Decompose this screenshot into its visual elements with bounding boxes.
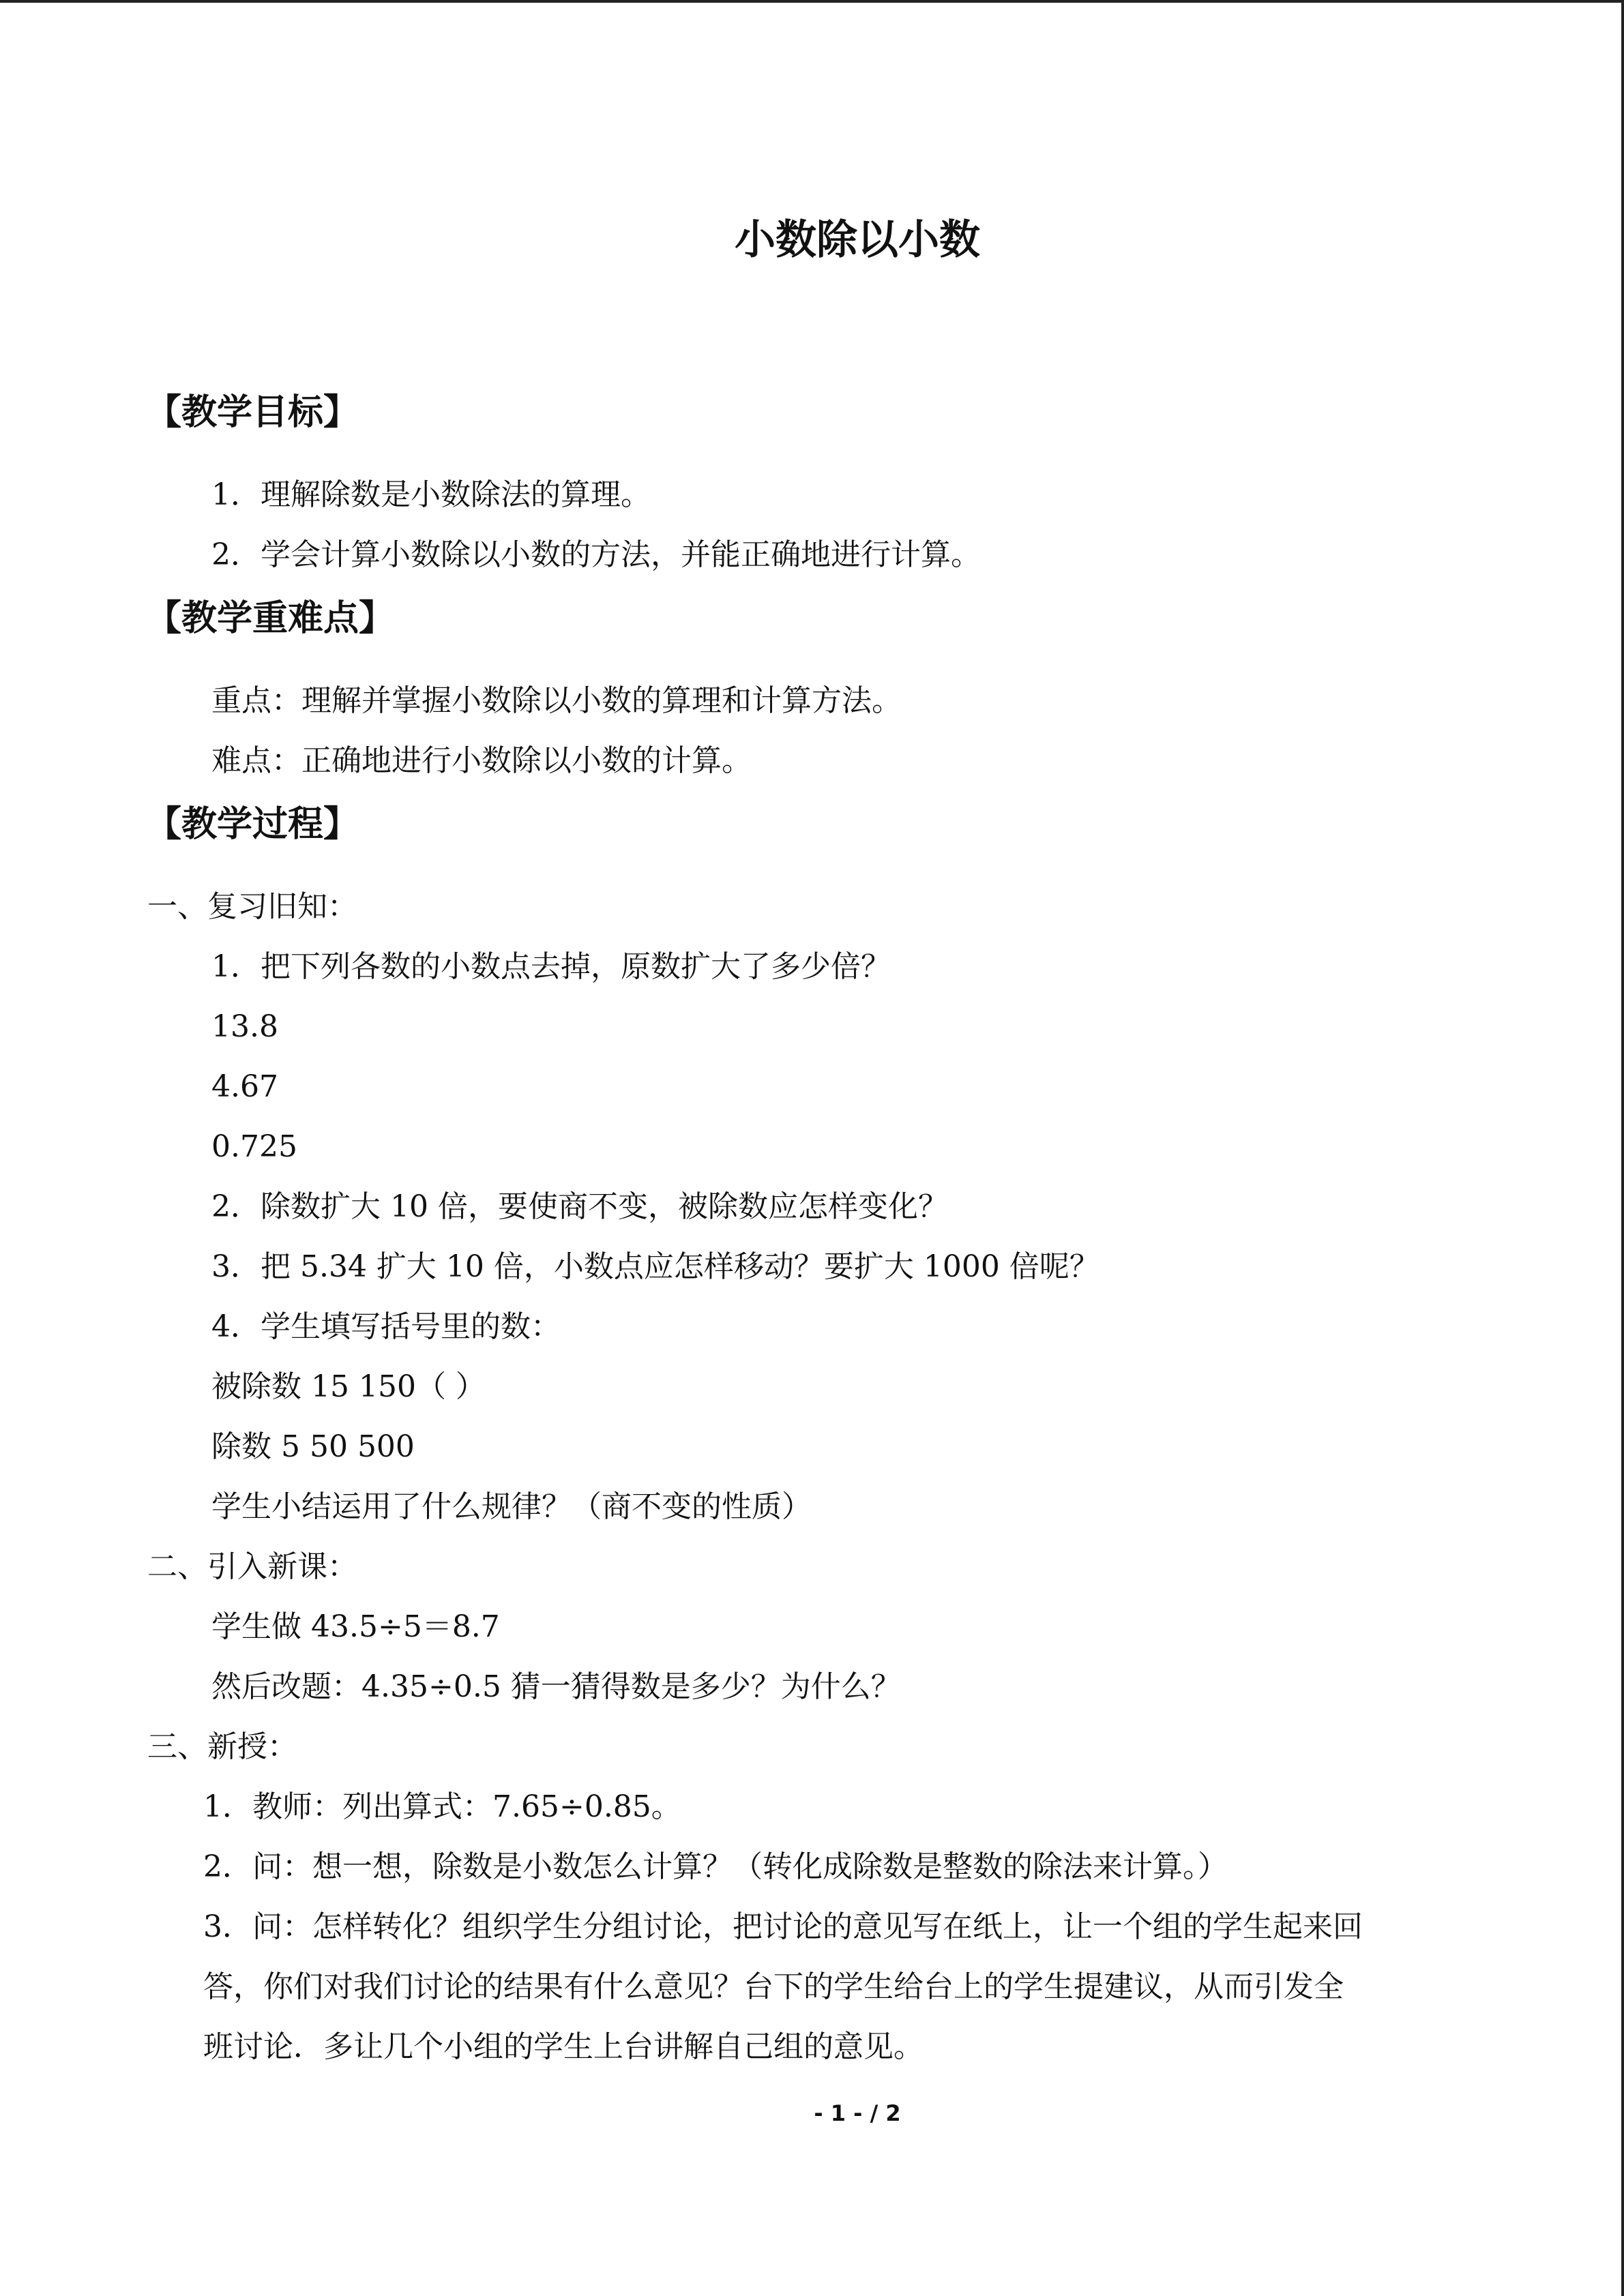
review-line: 4.67 [211, 1069, 278, 1104]
intro-line: 学生做 43.5÷5＝8.7 [211, 1609, 500, 1644]
heading-goals: 【教学目标】 [146, 392, 359, 433]
new-line: 2．问：想一想，除数是小数怎么计算？（转化成除数是整数的除法来计算。） [203, 1849, 1228, 1884]
new-line: 答，你们对我们讨论的结果有什么意见？台下的学生给台上的学生提建议，从而引发全 [203, 1969, 1344, 2004]
intro-line: 然后改题：4.35÷0.5 猜一猜得数是多少？为什么？ [211, 1669, 901, 1704]
review-line: 4．学生填写括号里的数： [211, 1309, 561, 1344]
review-line: 2．除数扩大 10 倍，要使商不变，被除数应怎样变化？ [211, 1189, 948, 1224]
new-line: 3．问：怎样转化？组织学生分组讨论，把讨论的意见写在纸上，让一个组的学生起来回 [203, 1909, 1363, 1944]
new-line: 班讨论．多让几个小组的学生上台讲解自己组的意见。 [203, 2029, 924, 2064]
review-line: 1．把下列各数的小数点去掉，原数扩大了多少倍？ [211, 949, 891, 984]
review-line: 除数 5 50 500 [211, 1429, 415, 1464]
section-intro: 二、引入新课： [147, 1549, 357, 1584]
heading-key-points: 【教学重难点】 [146, 598, 395, 639]
section-new: 三、新授： [147, 1729, 297, 1764]
new-line: 1．教师：列出算式：7.65÷0.85。 [203, 1789, 681, 1824]
goal-item: 2．学会计算小数除以小数的方法，并能正确地进行计算。 [211, 537, 981, 572]
review-line: 0.725 [211, 1129, 297, 1164]
page-number: - 1 - / 2 [814, 2100, 901, 2126]
page-title: 小数除以小数 [735, 216, 980, 264]
review-line: 被除数 15 150（ ） [211, 1369, 486, 1404]
heading-process: 【教学过程】 [146, 804, 359, 845]
section-review: 一、复习旧知： [147, 889, 357, 924]
review-line: 3．把 5.34 扩大 10 倍，小数点应怎样移动？要扩大 1000 倍呢？ [211, 1249, 1099, 1284]
key-point-item: 重点：理解并掌握小数除以小数的算理和计算方法。 [211, 683, 902, 718]
review-line: 13.8 [211, 1009, 278, 1044]
review-line: 学生小结运用了什么规律？（商不变的性质） [211, 1489, 812, 1524]
goal-item: 1．理解除数是小数除法的算理。 [211, 477, 651, 512]
key-point-item: 难点：正确地进行小数除以小数的计算。 [211, 743, 752, 778]
